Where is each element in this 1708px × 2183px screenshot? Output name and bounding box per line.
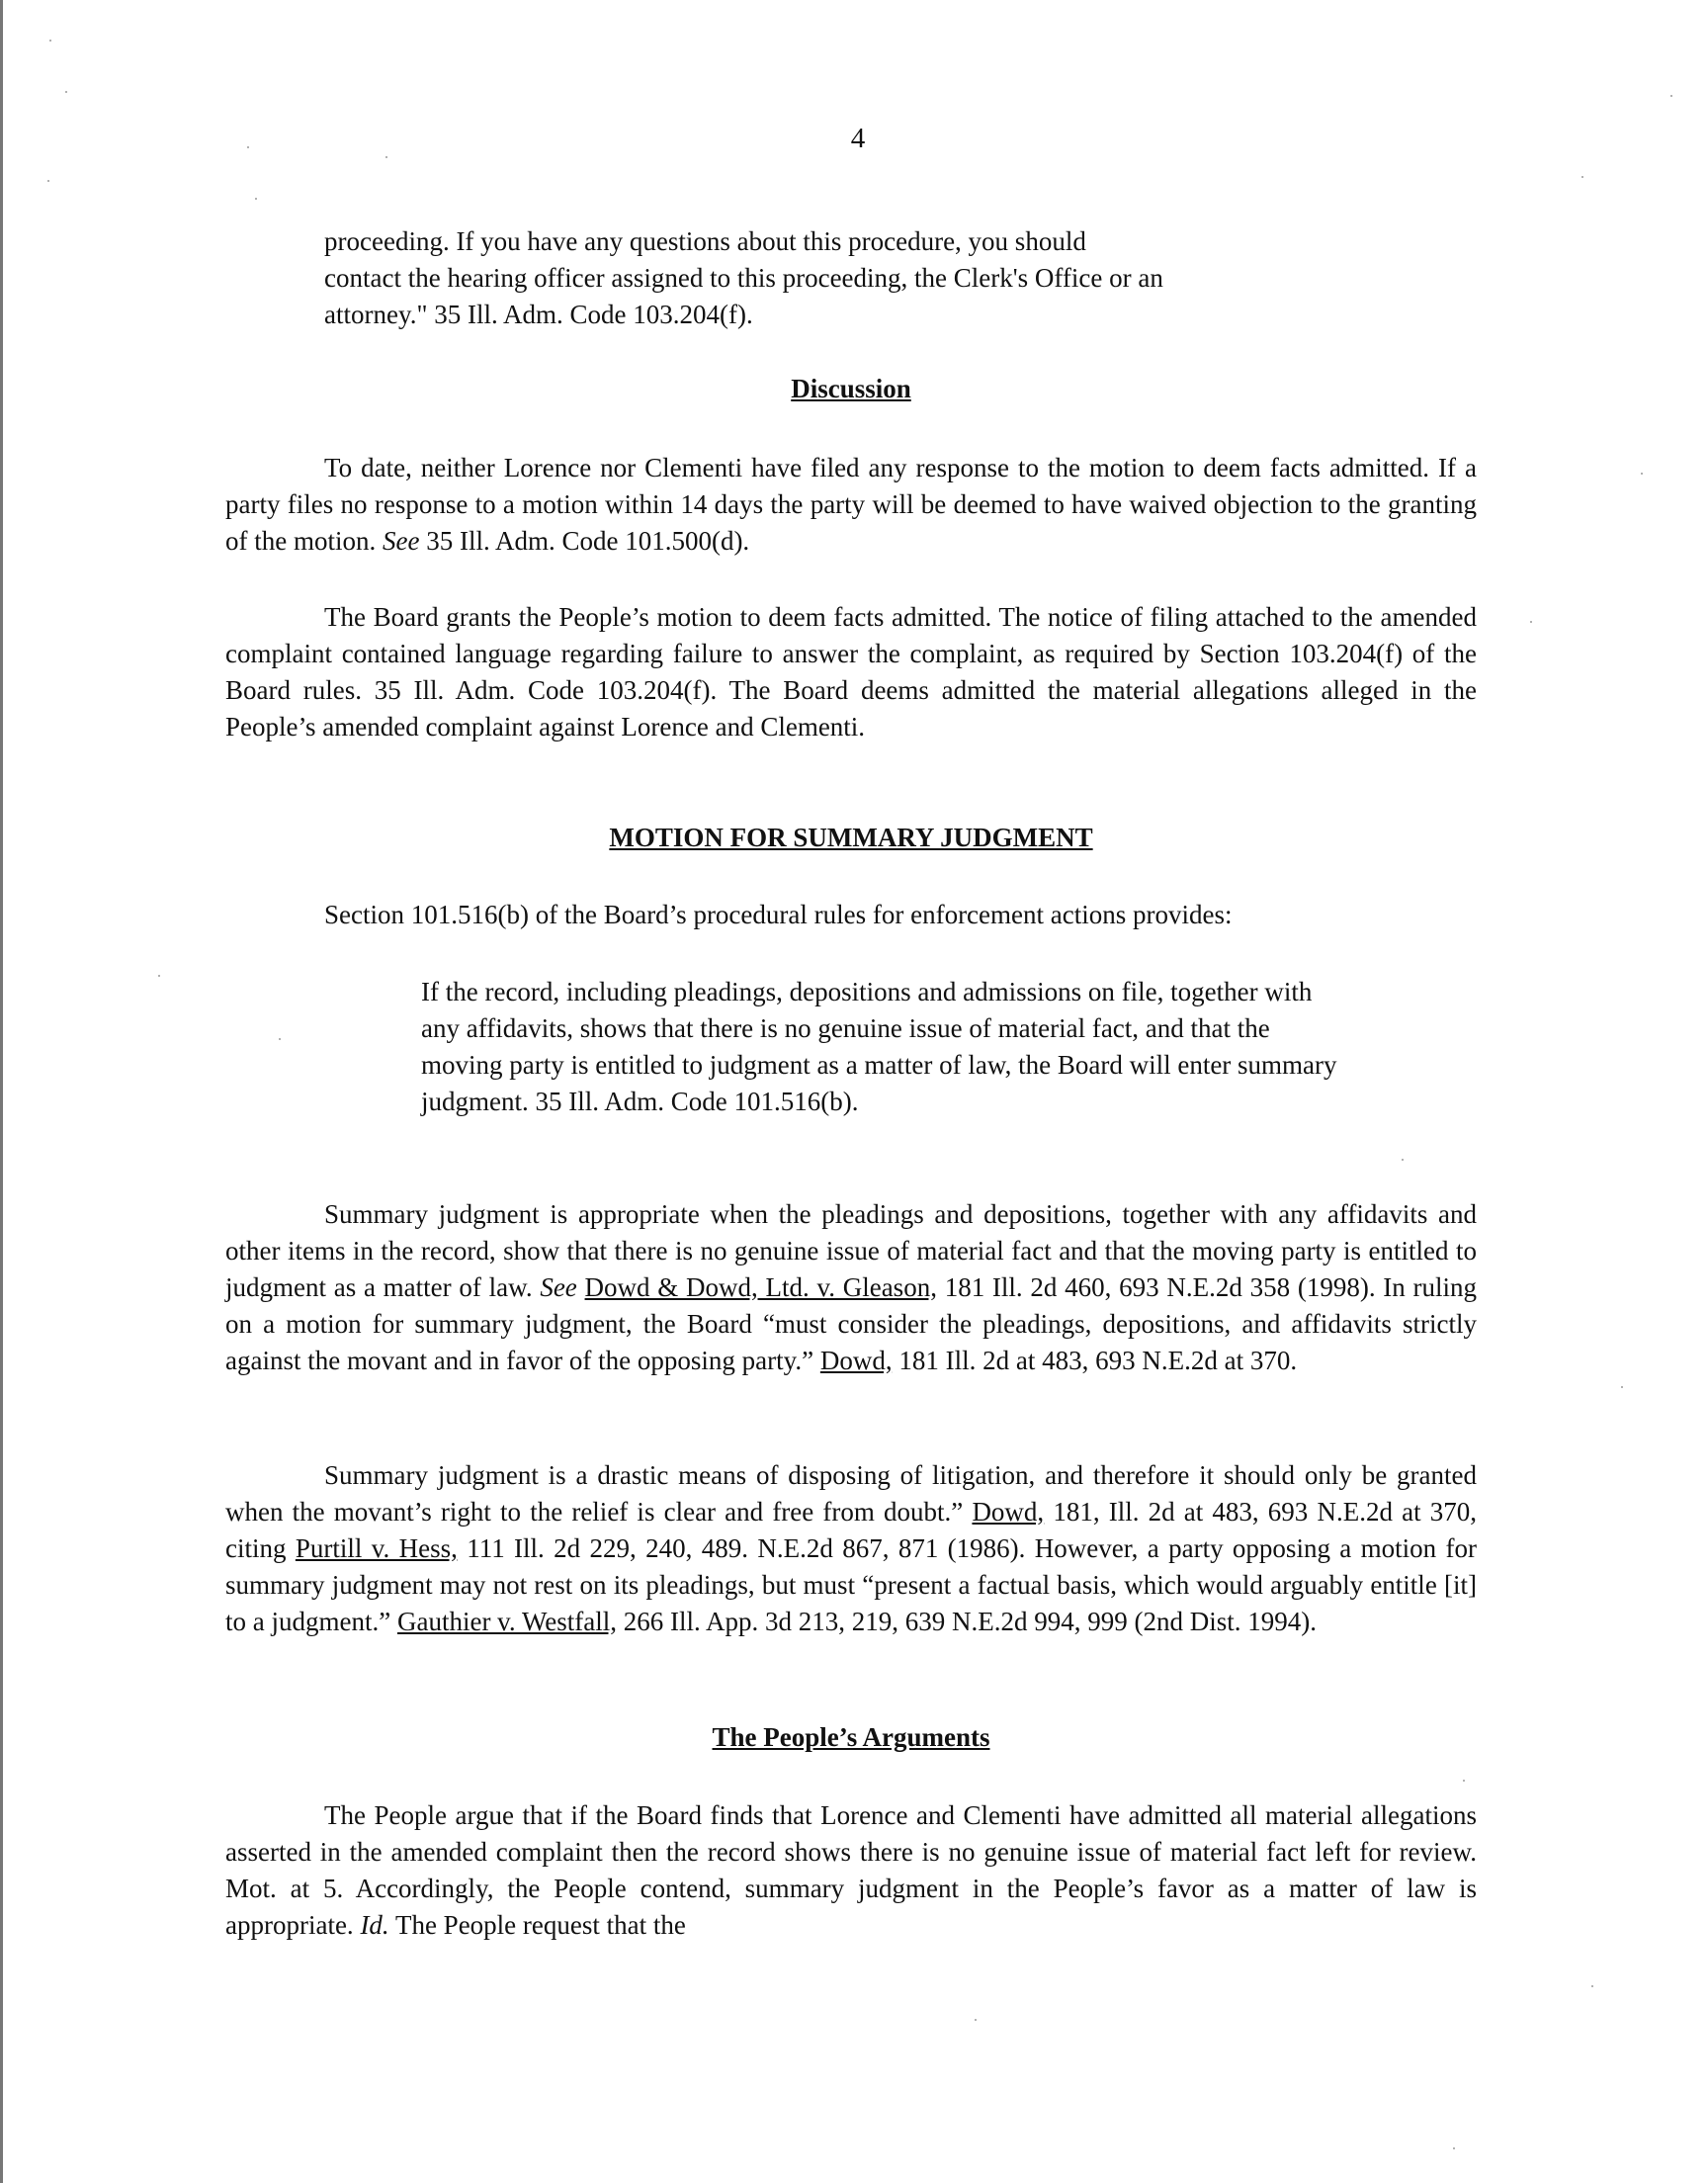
signal-id: Id. — [360, 1910, 389, 1940]
paragraph-text: 181 Ill. 2d at 483, 693 N.E.2d at 370. — [892, 1346, 1298, 1375]
case-citation: Dowd, — [819, 1346, 893, 1375]
signal-see: See — [382, 526, 420, 556]
scan-speck — [1591, 1985, 1593, 1987]
quote-continuation — [324, 223, 1337, 333]
scan-speck — [49, 40, 51, 42]
scan-speck — [1463, 1780, 1465, 1782]
scan-speck — [158, 975, 160, 977]
scan-speck — [255, 198, 257, 200]
scan-speck — [1530, 621, 1532, 623]
case-citation: Dowd, — [972, 1497, 1045, 1527]
discussion-heading: Discussion — [791, 374, 911, 403]
scan-speck — [385, 156, 387, 158]
summary-judgment-heading: MOTION FOR SUMMARY JUDGMENT — [609, 823, 1093, 852]
paragraph-text: 181 Ill. 2d 460, 693 N.E.2d 358 (1998). In ruling on a motion for summary judgment, the Board “must consider the pleadings, depositions, and affidavits strictly against the movant and in favor of the opposing party.” — [225, 1272, 1478, 1375]
peoples-arguments-heading: The People’s Arguments — [712, 1722, 990, 1752]
scan-speck — [1641, 473, 1643, 475]
scan-speck — [1581, 176, 1583, 178]
paragraph-text: 111 Ill. 2d 229, 240, 489. N.E.2d 867, 871 (1986). However, a party opposing a motion for summary judgment may not rest on its pleadings, but must “present a factual basis, which would arguably entitle [it] to a judgment.” — [225, 1533, 1477, 1636]
rule-intro: Section 101.516(b) of the Board’s procedural rules for enforcement actions provides: — [324, 900, 1233, 929]
paragraph-text: To date, neither Lorence nor Clementi have filed any response to the motion to deem facts admitted. If a party files no response to a motion within 14 days the party will be deemed to have waived objection to the granting of the motion. — [225, 453, 1477, 556]
scan-speck — [1402, 1159, 1404, 1161]
quote-line: attorney." 35 Ill. Adm. Code 103.204(f). — [324, 300, 753, 329]
paragraph-text: 181, Ill. 2d at 483, 693 N.E.2d at 370, citing — [225, 1497, 1477, 1563]
scan-speck — [975, 2019, 977, 2021]
summary-judgment-paragraph-2 — [225, 1457, 1477, 1640]
paragraph-text: 35 Ill. Adm. Code 101.500(d). — [419, 526, 750, 556]
scan-speck — [1621, 1386, 1623, 1388]
rule-block-quote: If the record, including pleadings, depositions and admissions on file, together with any affidavits, shows that there is no genuine issue of material fact, and that the moving party is entitled to judgment as a matter of law, the Board will enter summary judgment. 35 Ill. Adm. Code 101.516(b). — [421, 977, 1337, 1116]
paragraph-text: 266 Ill. App. 3d 213, 219, 639 N.E.2d 994, 999 (2nd Dist. 1994). — [616, 1607, 1317, 1636]
quote-line: contact the hearing officer assigned to this proceeding, the Clerk's Office or an — [324, 263, 1163, 293]
signal-see: See — [540, 1272, 577, 1302]
paragraph-text: The People request that the — [388, 1910, 686, 1940]
discussion-paragraph-1 — [225, 450, 1477, 560]
case-citation: Gauthier v. Westfall, — [396, 1607, 617, 1636]
scan-speck — [1453, 2147, 1455, 2149]
paragraph-text: The People argue that if the Board finds that Lorence and Clementi have admitted all material allegations asserted in the amended complaint then the record shows there is no genuine issue of material fact left for review. Mot. at 5. Accordingly, the People contend, summary judgment in the People’s favor as a matter of law is appropriate. — [225, 1800, 1477, 1940]
paragraph-text: Summary judgment is appropriate when the pleadings and depositions, together with any affidavits and other items in the record, show that there is no genuine issue of material fact and that the moving party is entitled to judgment as a matter of law. — [225, 1199, 1477, 1302]
discussion-paragraph-2: The Board grants the People’s motion to deem facts admitted. The notice of filing attached to the amended complaint contained language regarding failure to answer the complaint, as required by Section 103.204(f) of the Board rules. 35 Ill. Adm. Code 103.204(f). The Board deems admitted the material allegations alleged in the People’s amended complaint against Lorence and Clementi. — [225, 602, 1477, 742]
paragraph-text: Summary judgment is a drastic means of disposing of litigation, and therefore it should only be granted when the movant’s right to the relief is clear and free from doubt.” — [225, 1460, 1477, 1527]
scan-speck — [65, 91, 67, 93]
scan-speck — [247, 146, 249, 148]
case-citation: Purtill v. Hess, — [295, 1533, 458, 1563]
scan-speck — [1670, 95, 1672, 97]
quote-line: proceeding. If you have any questions about this procedure, you should — [324, 226, 1086, 256]
case-citation: Dowd & Dowd, Ltd. v. Gleason, — [584, 1272, 937, 1302]
summary-judgment-paragraph-1 — [225, 1196, 1477, 1379]
page-number: 4 — [850, 123, 866, 154]
scan-edge-line — [0, 0, 3, 2183]
scan-speck — [47, 180, 49, 182]
peoples-arguments-paragraph — [225, 1797, 1477, 1944]
scan-speck — [279, 1038, 281, 1040]
